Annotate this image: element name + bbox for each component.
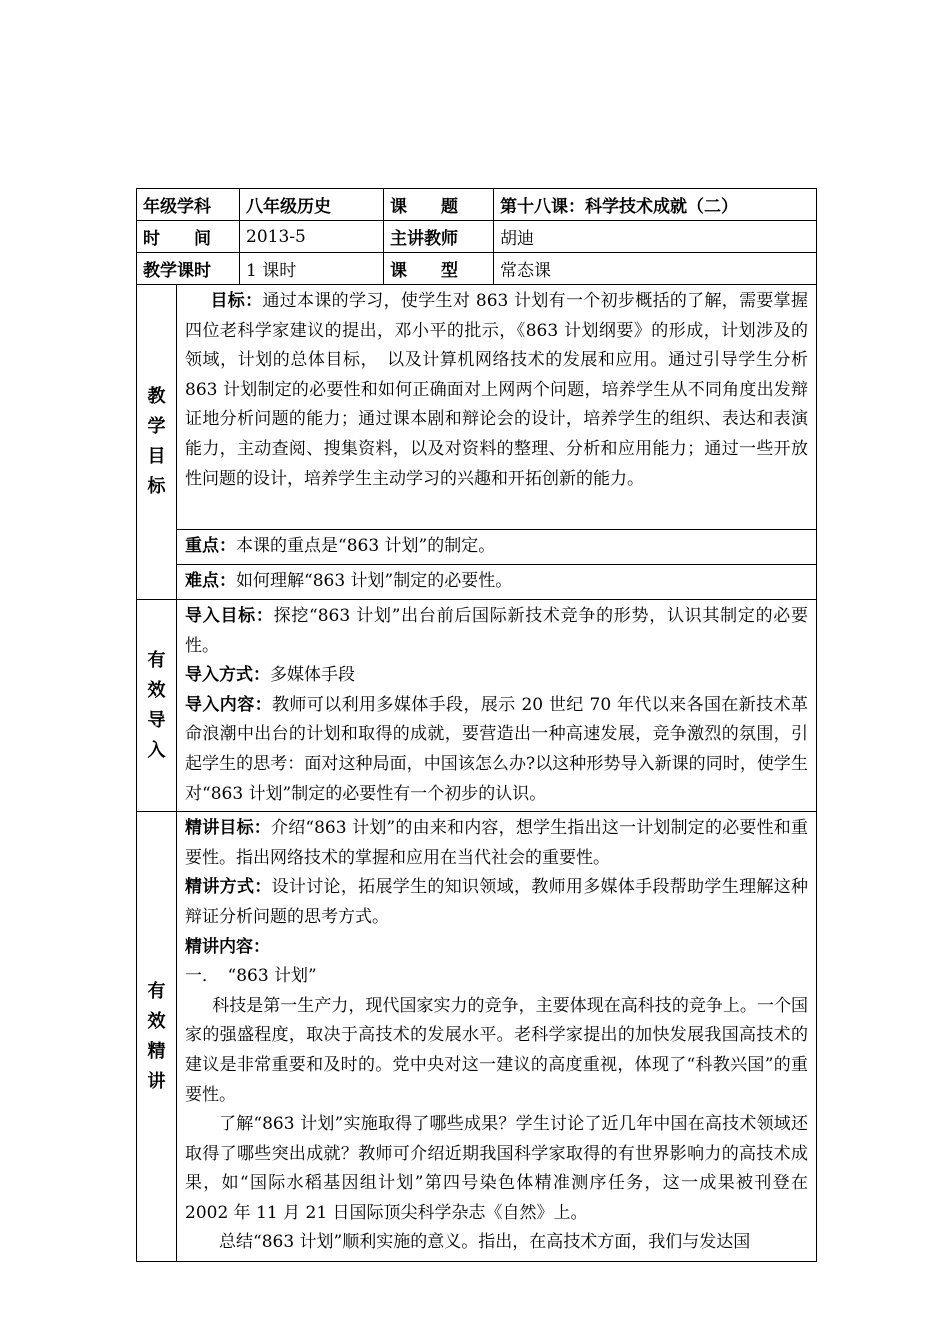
time-value: 2013-5 [240, 221, 384, 253]
teacher-value: 胡迪 [494, 221, 817, 253]
periods-value: 1 课时 [240, 253, 384, 285]
difficulty-text: 如何理解“863 计划”制定的必要性。 [236, 571, 513, 591]
lecture-goal-label: 精讲目标： [185, 818, 271, 839]
goals-row [137, 285, 817, 530]
lecture-paragraph-2: 了解“863 计划”实施取得了哪些成果？学生讨论了近几年中国在高技术领域还取得了哪些突出成就？教师可介绍近期我国科学家取得的有世界影响力的高技术成果，如“国际水稻基因组计划”第四号染色体精准测序任务，这一成果被刊登在 2002 年 11 月 21 日国际顶尖科学杂志《自然》上。 [185, 1114, 808, 1223]
lecture-row [137, 812, 817, 1262]
intro-method-text: 多媒体手段 [270, 665, 355, 686]
intro-content-text: 教师可以利用多媒体手段，展示 20 世纪 70 年代以来各国在新技术革命浪潮中出台的计划和取得的成就，要营造出一种高速发展，竞争激烈的氛围，引起学生的思考：面对这种局面，中国该怎么办?以这种形势导入新课的同时，使学生对“863 计划”制定的必要性有一个初步的认识。 [185, 694, 808, 804]
header-row-2 [137, 221, 817, 253]
lesson-plan-table [136, 188, 817, 1262]
lecture-content-label: 精讲内容： [185, 936, 270, 957]
goals-target-cell [177, 285, 817, 530]
grade-subject-value: 八年级历史 [240, 189, 384, 221]
lecture-goal-text: 介绍“863 计划”的由来和内容，想学生指出这一计划制定的必要性和重要性。指出网络技术的掌握和应用在当代社会的重要性。 [185, 818, 809, 868]
key-point-cell [177, 530, 817, 565]
lecture-method-label: 精讲方式： [185, 877, 272, 898]
topic-label: 课 题 [384, 189, 494, 221]
header-row-3 [137, 253, 817, 285]
intro-method-label: 导入方式： [185, 665, 270, 686]
lecture-cell [177, 812, 817, 1262]
intro-side-label: 有 效 导 入 [137, 600, 177, 812]
difficulty-cell [177, 565, 817, 600]
lesson-type-value: 常态课 [494, 253, 817, 285]
goals-target-text: 通过本课的学习，使学生对 863 计划有一个初步概括的了解，需要掌握四位老科学家建议的提出，邓小平的批示，《863 计划纲要》的形成，计划涉及的领域，计划的总体目标， 以及计算机网络技术的发展和应用。通过引导学生分析 863 计划制定的必要性和如何正确面对上网两个问题，培养学生从不同角度出发辩证地分析问题的能力；通过课本剧和辩论会的设计，培养学生的组织、表达和表演能力，主动查阅、搜集资料，以及对资料的整理、分析和应用能力；通过一些开放性问题的设计，培养学生主动学习的兴趣和开拓创新的能力。 [185, 291, 808, 489]
lesson-type-label: 课 型 [384, 253, 494, 285]
intro-row [137, 600, 817, 812]
header-row-1 [137, 189, 817, 221]
goals-side-label: 教 学 目 标 [137, 285, 177, 600]
periods-label: 教学课时 [137, 253, 240, 285]
lecture-paragraph-3: 总结“863 计划”顺利实施的意义。指出，在高技术方面，我们与发达国 [219, 1232, 751, 1253]
key-point-text: 本课的重点是“863 计划”的制定。 [236, 536, 496, 556]
difficulty-label: 难点： [185, 571, 236, 591]
intro-content-label: 导入内容： [185, 694, 273, 715]
topic-value: 第十八课：科学技术成就（二） [494, 189, 817, 221]
grade-subject-label: 年级学科 [137, 189, 240, 221]
lesson-plan-document [136, 188, 816, 1262]
teacher-label: 主讲教师 [384, 221, 494, 253]
lecture-paragraph-1: 科技是第一生产力，现代国家实力的竞争，主要体现在高科技的竞争上。一个国家的强盛程度，取决于高技术的发展水平。老科学家提出的加快发展我国高技术的建议是非常重要和及时的。党中央对这一建议的高度重视，体现了“科教兴国”的重要性。 [185, 995, 808, 1105]
difficulty-row [137, 565, 817, 600]
intro-cell [177, 600, 817, 812]
time-label: 时 间 [137, 221, 240, 253]
key-point-row [137, 530, 817, 565]
goals-target-label: 目标： [210, 291, 263, 311]
lecture-side-label: 有 效 精 讲 [137, 812, 177, 1262]
lecture-section-heading: 一． “863 计划” [185, 966, 317, 987]
intro-goal-label: 导入目标： [185, 606, 274, 626]
key-point-label: 重点： [185, 536, 236, 556]
lecture-method-text: 设计讨论，拓展学生的知识领域，教师用多媒体手段帮助学生理解这种辩证分析问题的思考方式。 [185, 877, 809, 927]
intro-goal-text: 探挖“863 计划”出台前后国际新技术竞争的形势，认识其制定的必要性。 [185, 606, 809, 656]
